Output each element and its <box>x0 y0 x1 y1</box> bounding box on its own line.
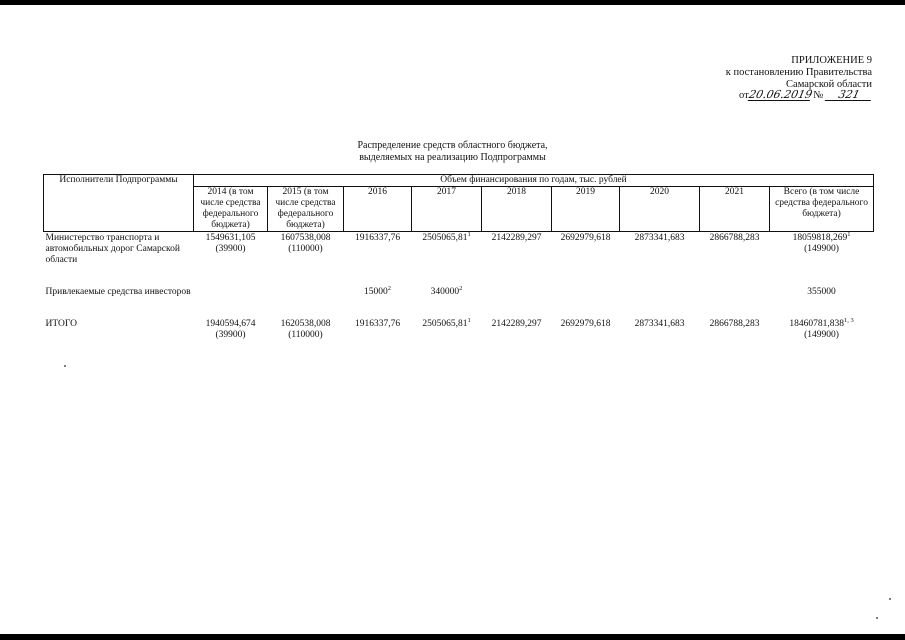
row-spacer <box>44 298 874 318</box>
cell-value: 15000 <box>364 287 388 297</box>
scan-speck <box>876 617 878 619</box>
table-row-ministry <box>44 232 874 267</box>
cell-2018: 2142289,297 <box>491 319 542 329</box>
cell-2016 <box>344 318 412 341</box>
header-2017: 2017 <box>412 187 482 232</box>
header-funding: Объем финансирования по годам, тыс. рублей <box>194 175 874 187</box>
header-2015: 2015 (в том числе средства федерального бюджета) <box>268 187 344 232</box>
footnote-mark: 2 <box>459 284 463 292</box>
footnote-mark: 1 <box>847 230 851 238</box>
cell-value: 1916337,76 <box>354 319 401 329</box>
cell-2021 <box>700 286 770 298</box>
cell-2020: 2873341,683 <box>634 319 685 329</box>
scan-speck <box>64 365 66 367</box>
scan-border-bottom <box>0 634 905 640</box>
cell-2016 <box>344 232 412 267</box>
cell-value: 1940594,674 <box>205 319 256 329</box>
handwritten-number: 321 <box>825 89 874 101</box>
row-spacer <box>44 266 874 286</box>
scan-speck <box>889 598 891 600</box>
header-2016: 2016 <box>344 187 412 232</box>
cell-2017 <box>412 286 482 298</box>
cell-total <box>770 286 874 298</box>
cell-federal-share: (149900) <box>804 244 839 254</box>
cell-value: 1916337,76 <box>354 233 401 243</box>
annex-date-line <box>739 89 872 102</box>
handwritten-date: 20.06.2019 <box>747 88 814 101</box>
cell-value: 1549631,105 <box>205 233 256 243</box>
header-total: Всего (в том числе средства федерального бюджета) <box>770 187 874 232</box>
cell-federal-share: (110000) <box>288 244 323 254</box>
header-2021: 2021 <box>700 187 770 232</box>
cell-2015 <box>268 286 344 298</box>
cell-value: 18460781,838 <box>789 319 844 329</box>
row-name: ИТОГО <box>45 319 78 329</box>
header-2020: 2020 <box>620 187 700 232</box>
cell-value: 355000 <box>807 287 836 297</box>
cell-value: 1620538,008 <box>280 319 331 329</box>
annex-title: ПРИЛОЖЕНИЕ 9 <box>791 55 872 66</box>
budget-table <box>43 174 874 341</box>
cell-2020: 2873341,683 <box>634 233 685 243</box>
header-2018: 2018 <box>482 187 552 232</box>
cell-2021: 2866788,283 <box>709 319 760 329</box>
annex-block <box>700 55 872 101</box>
row-name: Министерство транспорта и автомобильных дорог Самарской области <box>45 233 180 265</box>
cell-2019: 2692979,618 <box>560 233 611 243</box>
footnote-mark: 2 <box>387 284 391 292</box>
number-prefix: № <box>813 90 824 101</box>
cell-2020 <box>620 286 700 298</box>
cell-value: 18059818,269 <box>792 233 848 243</box>
document-title-line-2: выделяемых на реализацию Подпрограммы <box>359 152 546 163</box>
document-title-line-1: Распределение средств областного бюджета, <box>357 140 548 151</box>
cell-total <box>770 318 874 341</box>
annex-line-1: к постановлению Правительства <box>725 67 872 78</box>
cell-2015 <box>268 232 344 267</box>
cell-value: 2505065,81 <box>422 233 468 243</box>
header-2019: 2019 <box>552 187 620 232</box>
date-prefix: от <box>739 90 749 101</box>
cell-total <box>770 232 874 267</box>
cell-2018 <box>482 286 552 298</box>
cell-federal-share: (149900) <box>804 330 839 340</box>
cell-2014 <box>194 286 268 298</box>
cell-2018: 2142289,297 <box>491 233 542 243</box>
footnote-mark: 1 <box>467 316 471 324</box>
row-name: Привлекаемые средства инвесторов <box>45 287 191 297</box>
cell-2017 <box>412 318 482 341</box>
cell-2017 <box>412 232 482 267</box>
cell-federal-share: (39900) <box>215 244 246 254</box>
cell-federal-share: (39900) <box>215 330 246 340</box>
cell-2019: 2692979,618 <box>560 319 611 329</box>
cell-2015 <box>268 318 344 341</box>
annex-line-2: Самарской области <box>786 79 872 90</box>
header-executors: Исполнители Подпрограммы <box>44 175 194 232</box>
cell-2014 <box>194 318 268 341</box>
footnote-mark: 1, 3 <box>843 316 854 324</box>
cell-2021: 2866788,283 <box>709 233 760 243</box>
footnote-mark: 1 <box>467 230 471 238</box>
document-title <box>0 140 905 164</box>
cell-2014 <box>194 232 268 267</box>
table-row-total <box>44 318 874 341</box>
scan-border-top <box>0 0 905 5</box>
cell-value: 1607538,008 <box>280 233 331 243</box>
cell-2016 <box>344 286 412 298</box>
header-2014: 2014 (в том числе средства федерального бюджета) <box>194 187 268 232</box>
cell-federal-share: (110000) <box>288 330 323 340</box>
cell-value: 2505065,81 <box>422 319 468 329</box>
cell-value: 340000 <box>430 287 460 297</box>
cell-2019 <box>552 286 620 298</box>
table-row-investors <box>44 286 874 298</box>
